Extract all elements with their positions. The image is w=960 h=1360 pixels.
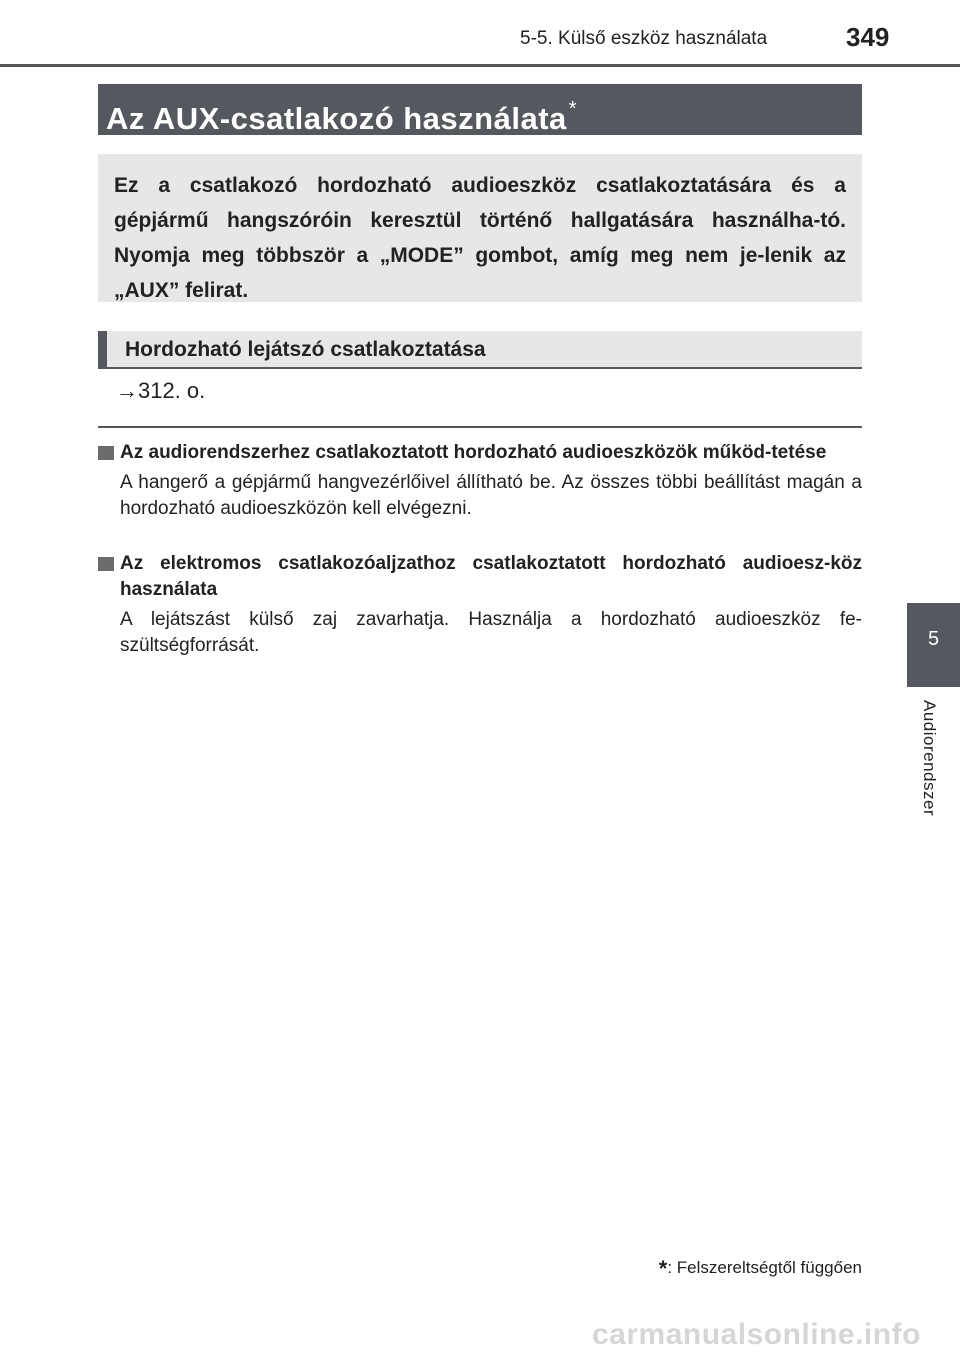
page-number: 349 <box>846 22 890 52</box>
chapter-title: Az AUX-csatlakozó használata <box>106 101 567 136</box>
info-item-body: A hangerő a gépjármű hangvezérlőivel állítható be. Az összes többi beállítást magán a hordozható audioeszközön kell elvégezni. <box>120 472 862 519</box>
page-reference: →312. o. <box>116 378 206 403</box>
chapter-tab-label: Audiorendszer <box>920 700 939 817</box>
intro-text: Ez a csatlakozó hordozható audioeszköz csatlakoztatására és a gépjármű hangszóróin keresztül történő hallgatására használha-tó. Nyomja meg többször a „MODE” gombot, amíg meg nem je-lenik az „AUX” felirat. <box>114 174 846 302</box>
footnote-marker: * <box>658 1256 668 1281</box>
intro-box <box>98 154 862 302</box>
chapter-title-bar <box>98 84 862 135</box>
footnote-text: : Felszereltségtől függően <box>667 1258 862 1277</box>
chapter-tab: 5 <box>907 603 960 687</box>
info-item <box>98 551 862 659</box>
subsection-heading: Hordozható lejátszó csatlakoztatása <box>98 331 862 369</box>
header-rule <box>0 64 960 67</box>
info-item-heading: Az elektromos csatlakozóaljzathoz csatlakoztatott hordozható audioesz-köz használata <box>120 553 862 600</box>
header-section-title: 5-5. Külső eszköz használata <box>520 28 768 49</box>
square-bullet-icon <box>98 557 114 571</box>
square-bullet-icon <box>98 446 114 460</box>
info-item-heading: Az audiorendszerhez csatlakoztatott hordozható audioeszközök működ-tetése <box>120 442 827 463</box>
info-item-body: A lejátszást külső zaj zavarhatja. Használja a hordozható audioeszköz fe-szültségforrását. <box>120 609 862 656</box>
section-divider <box>98 426 862 428</box>
optional-equipment-marker: * <box>568 98 578 120</box>
footnote <box>659 1256 862 1282</box>
watermark: carmanualsonline.info <box>592 1318 921 1351</box>
info-item <box>98 440 862 522</box>
